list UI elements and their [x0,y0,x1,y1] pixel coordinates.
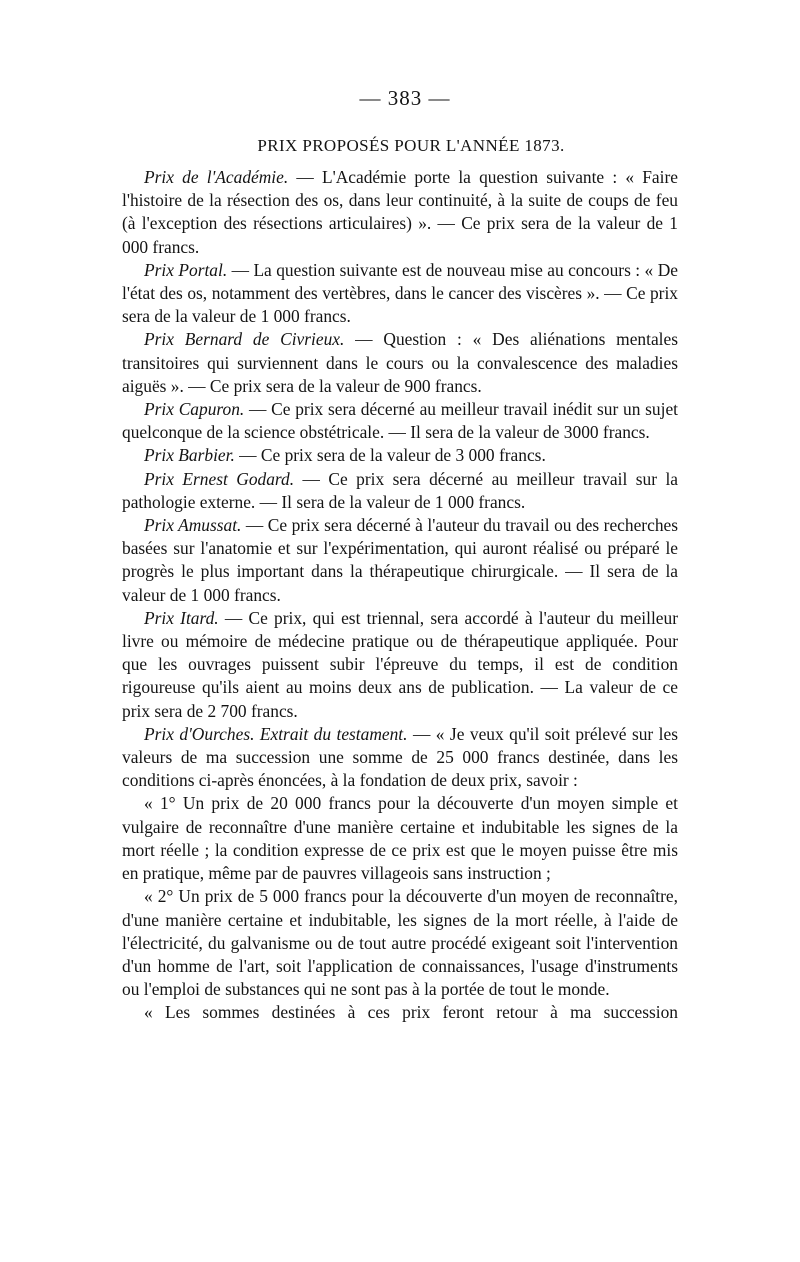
prize-title: Prix Ernest Godard. [144,468,295,489]
paragraph-text: — L'Académie porte la question suivante : « Faire l'histoire de la résection des os, dans leur continuité, à la suite de coups de feu (à l'exception des résections articulaires) ». — Ce prix sera de la valeur de 1 000 francs. [122,167,678,257]
paragraph-prix-capuron [122,398,678,444]
paragraph-premier-prix [122,792,678,885]
paragraph-text: — « Je veux qu'il soit prélevé sur les valeurs de ma succession une somme de 25 000 francs destinée, dans les conditions ci-après énoncées, à la fondation de deux prix, savoir : [122,723,678,791]
prize-title: Prix Capuron. [144,399,245,420]
paragraph-text: — La question suivante est de nouveau mise au concours : « De l'état des os, notamment des vertèbres, dans le cancer des viscères ». — Ce prix sera de la valeur de 1 000 francs. [122,259,678,327]
paragraph-text: — Ce prix sera de la valeur de 3 000 francs. [234,445,546,466]
paragraph-prix-barbier [122,444,678,467]
paragraph-text: — Ce prix sera décerné au meilleur travail sur la pathologie externe. — Il sera de la valeur de 1 000 francs. [122,468,678,512]
paragraph-prix-amussat [122,514,678,607]
paragraph-text: — Ce prix sera décerné à l'auteur du travail ou des recherches basées sur l'anatomie et sur l'expérimentation, qui auront réalisé ou préparé le progrès le plus important dans la thérapeutique chirurgicale. — Il sera de la valeur de 1 000 francs. [122,515,678,605]
paragraph-prix-academie [122,166,678,259]
paragraph-text: « Les sommes destinées à ces prix feront retour à ma succession [144,1002,678,1023]
body-text [122,166,678,1025]
paragraph-sommes-destinees [122,1001,678,1024]
prize-title: Prix Barbier. [144,445,235,466]
paragraph-text: — Ce prix, qui est triennal, sera accordé à l'auteur du meilleur livre ou mémoire de médecine pratique ou de thérapeutique appliquée. Pour que les ouvrages puissent subir l'épreuve du temps, il est de condition rigoureuse qu'ils aient au moins deux ans de publication. — La valeur de ce prix sera de 2 700 francs. [122,607,678,721]
paragraph-text: — Ce prix sera décerné au meilleur travail inédit sur un sujet quelconque de la science obstétricale. — Il sera de la valeur de 3000 francs. [122,399,678,443]
paragraph-prix-portal [122,259,678,329]
paragraph-second-prix [122,885,678,1001]
paragraph-prix-bernard-de-civrieux [122,328,678,398]
section-heading: PRIX PROPOSÉS POUR L'ANNÉE 1873. [257,136,565,155]
paragraph-prix-ernest-godard [122,468,678,514]
prize-title: Prix Itard. [144,607,219,628]
prize-title: Prix Bernard de Civrieux. [144,329,345,350]
book-page [122,86,678,1025]
prize-title: Prix d'Ourches. Extrait du testament. [144,723,408,744]
page-number: — 383 — [359,86,451,110]
paragraph-text: « 1° Un prix de 20 000 francs pour la découverte d'un moyen simple et vulgaire de reconnaître d'une manière certaine et indubitable les signes de la mort réelle ; la condition expresse de ce prix est que le moyen puisse être mis en pratique, même par de pauvres villageois sans instruction ; [122,793,678,884]
prize-title: Prix Amussat. [144,515,242,536]
paragraph-prix-d-ourches [122,723,678,793]
paragraph-text: « 2° Un prix de 5 000 francs pour la découverte d'un moyen de reconnaître, d'une manière certaine et indubitable, les signes de la mort réelle, à l'aide de l'électricité, du galvanisme ou de tout autre procédé exigeant soit l'intervention d'un homme de l'art, soit l'application de connaissances, l'usage d'instruments ou l'emploi de substances qui ne sont pas à la portée de tout le monde. [122,886,678,1000]
paragraph-text: — Question : « Des aliénations mentales transitoires qui surviennent dans le cours ou la convalescence des maladies aiguës ». — Ce prix sera de la valeur de 900 francs. [122,329,678,396]
paragraph-prix-itard [122,607,678,723]
prize-title: Prix de l'Académie. [144,167,289,187]
prize-title: Prix Portal. [144,259,228,280]
